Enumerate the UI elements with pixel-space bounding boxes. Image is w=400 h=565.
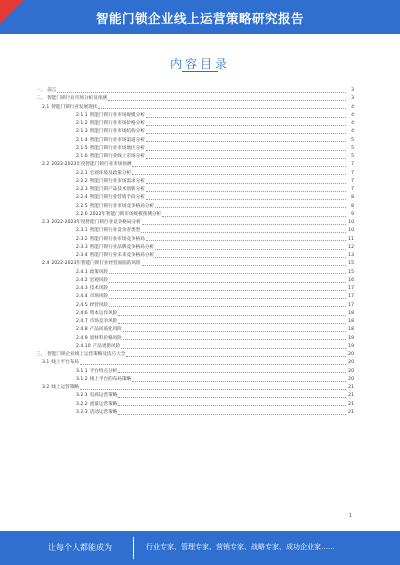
toc-entry[interactable] [36,368,354,376]
toc-dot-leader [146,199,346,200]
toc-entry-label: 智能门锁行业发展现状 [51,104,98,110]
toc-entry[interactable] [36,252,354,260]
toc-entry-number: 一、 [36,88,46,93]
toc-dot-leader [126,356,346,357]
toc-dot-leader [118,405,346,406]
toc-entry[interactable] [36,145,354,153]
toc-entry-number: 2.4.8 [76,327,88,333]
toc-entry[interactable] [36,384,354,392]
toc-entry[interactable] [36,277,354,285]
toc-dot-leader [109,273,346,274]
toc-dot-leader [118,315,346,316]
toc-entry-page: 16 [348,277,354,283]
toc-entry-label: 资本运作风险 [89,310,118,316]
toc-entry-page: 18 [348,319,354,324]
toc-entry-label: 政策风险 [89,269,109,275]
toc-entry-label: 市场风险 [89,294,109,300]
report-header-banner [0,0,400,34]
toc-entry-label: 智能门锁行业市场结构分析 [89,129,145,135]
toc-entry[interactable] [36,376,354,384]
toc-entry-label: 市场竞争风险 [89,319,118,324]
toc-entry-number: 2.3.1 [76,228,88,234]
toc-entry-page: 17 [348,294,354,300]
toc-entry-page: 19 [348,335,354,341]
toc-entry-number: 2.2.4 [76,195,88,201]
toc-dot-leader [146,191,346,192]
toc-entry[interactable] [36,137,354,145]
toc-dot-leader [155,249,346,250]
toc-dot-leader [132,381,346,382]
toc-entry-page: 17 [348,286,354,291]
toc-dot-leader [146,150,346,151]
toc-entry-label: 宏观风险 [89,277,109,283]
toc-entry-number: 2.4.9 [76,335,88,341]
toc-entry-number: 2.2 [42,162,50,168]
toc-entry[interactable] [36,95,354,103]
toc-entry-number: 3.1.2 [76,376,88,382]
toc-entry-number: 2.4.3 [76,286,88,291]
toc-entry-page: 15 [348,261,354,267]
toc-entry-number: 二、 [36,96,46,102]
toc-dot-leader [80,364,346,365]
toc-entry-page: 4 [351,121,354,126]
toc-entry-page: 8 [351,203,354,209]
toc-entry-page: 4 [351,129,354,135]
toc-entry[interactable] [36,219,354,227]
footer-banner [0,531,400,565]
toc-entry-label: 智能门锁产品技术创新分析 [89,187,145,192]
toc-entry-page: 20 [348,368,354,374]
toc-entry[interactable] [36,244,354,252]
toc-entry-page: 7 [351,187,354,192]
toc-entry-number: 2.4.1 [76,269,88,275]
toc-entry-number: 2.2.6 [76,211,88,217]
toc-dot-leader [57,92,346,93]
toc-entry-number: 2.1.6 [76,154,88,159]
toc-entry-page: 5 [351,154,354,159]
toc-entry-label: 智能门锁行业营销手段分析 [89,195,145,201]
toc-entry-page: 5 [351,137,354,143]
toc-entry-page: 12 [348,244,354,250]
toc-dot-leader [118,323,346,324]
toc-dot-leader [118,397,346,398]
toc-entry-label: 平台特点分析 [89,368,118,374]
toc-entry-label: 智能门锁行业市场分析及预测 [47,96,107,102]
toc-entry-page: 7 [351,162,354,168]
toc-entry-label: 智能门锁行业市场规模分析 [89,112,145,118]
toc-entry[interactable] [36,302,354,310]
toc-entry-number: 2.1.3 [76,129,88,135]
toc-entry-number: 3.2 [42,385,50,390]
toc-entry-page: 3 [351,88,354,93]
toc-entry-label: 智能门锁行业市场地区分析 [89,145,145,151]
toc-entry-label: 智能门锁行业品牌竞争格局分析 [89,244,155,250]
toc-dot-leader [132,166,346,167]
toc-entry-label: 前言 [47,88,57,93]
toc-dot-leader [109,298,346,299]
toc-entry-page: 10 [348,228,354,234]
toc-dot-leader [123,331,346,332]
toc-entry-page: 21 [348,385,354,390]
toc-dot-leader [141,232,346,233]
toc-dot-leader [155,257,346,258]
toc-entry-page: 15 [348,269,354,275]
toc-entry-label: 智能门锁行业市场竞争格局 [89,236,145,242]
toc-dot-leader [109,306,346,307]
toc-entry-label: 智能门锁行业市场竞争格局分析 [89,203,155,209]
toc-entry-label: 2022-2023年度智能门锁行业市场预测 [51,162,132,168]
toc-entry[interactable] [36,326,354,334]
toc-entry-number: 2.4.10 [76,343,91,349]
toc-dot-leader [146,141,346,142]
toc-entry-label: 2022-2023年度智能门锁行业竞争格局分析 [51,220,141,225]
toc-entry-number: 3.2.1 [76,393,88,399]
toc-entry[interactable] [36,227,354,235]
toc-entry-page: 21 [348,401,354,407]
toc-entry[interactable] [36,211,354,219]
toc-dot-leader [109,282,346,283]
toc-dot-leader [142,224,346,225]
toc-entry-number: 2.2.2 [76,178,88,184]
toc-entry[interactable] [36,343,354,351]
toc-entry[interactable] [36,161,354,169]
toc-dot-leader [146,117,346,118]
toc-entry[interactable] [36,178,354,186]
toc-entry-label: 智能门锁行业竞争者类型 [89,228,141,234]
toc-entry-page: 20 [348,360,354,366]
toc-entry-number: 2.3.2 [76,236,88,242]
toc-entry-number: 3.2.3 [76,409,88,415]
toc-entry-number: 2.1.2 [76,121,88,126]
toc-entry[interactable] [36,409,354,417]
toc-entry-page: 11 [348,236,354,242]
footer-divider [133,537,134,559]
toc-entry-label: 线上平台的布局策略 [89,376,132,382]
toc-title-underline [182,71,218,72]
toc-entry[interactable] [36,87,354,95]
toc-entry-label: 线上运营策略 [51,385,79,390]
toc-entry[interactable] [36,285,354,293]
toc-entry-number: 3.1 [42,360,50,366]
toc-entry[interactable] [36,186,354,194]
toc-entry-page: 17 [348,302,354,308]
report-title: 智能门锁企业线上运营策略研究报告 [95,11,304,26]
toc-entry[interactable] [36,194,354,202]
toc-entry-page: 5 [351,145,354,151]
toc-entry-label: 2022年智能门锁市场规模预测分析 [89,211,162,217]
toc-entry[interactable] [36,318,354,326]
toc-entry-number: 2.2.1 [76,170,88,176]
toc-entry[interactable] [36,293,354,301]
toc-entry[interactable] [36,392,354,400]
toc-entry-page: 3 [351,96,354,102]
toc-entry[interactable] [36,203,354,211]
toc-entry-label: 智能门锁行业市场需求分析 [89,178,145,184]
toc-entry-page: 8 [351,195,354,201]
toc-entry-label: 智能门锁行业未来竞争格局分析 [89,253,155,258]
toc-entry[interactable] [36,310,354,318]
toc-entry[interactable] [36,153,354,161]
toc-entry[interactable] [36,128,354,136]
toc-entry[interactable] [36,401,354,409]
toc-entry-number: 2.4.7 [76,319,88,324]
toc-entry-number: 2.4 [42,261,50,267]
toc-entry[interactable] [36,359,354,367]
toc-dot-leader [98,108,346,109]
toc-entry-number: 2.2.5 [76,203,88,209]
toc-dot-leader [118,414,346,415]
toc-entry[interactable] [36,120,354,128]
toc-entry[interactable] [36,335,354,343]
toc-dot-leader [132,174,346,175]
footer-slogan: 让每个人都能成为 [48,543,112,552]
toc-entry-label: 产品同质化风险 [89,327,122,333]
toc-entry[interactable] [36,269,354,277]
toc-dot-leader [162,216,346,217]
toc-entry-page: 10 [348,220,354,225]
toc-entry-number: 2.1.5 [76,145,88,151]
toc-entry-label: 经营风险 [89,302,109,308]
page-number: 1 [348,513,352,519]
toc-entry[interactable] [36,260,354,268]
toc-dot-leader [123,339,346,340]
toc-entry-number: 2.4.6 [76,310,88,316]
toc-entry-number: 2.4.4 [76,294,88,300]
toc-dot-leader [80,389,346,390]
toc-dot-leader [146,183,346,184]
toc-entry-number: 2.3.4 [76,253,88,258]
toc-entry-number: 2.1 [42,104,50,110]
toc-entry-label: 智能门锁行业市场渠道分析 [89,137,145,143]
toc-entry-number: 2.2.3 [76,187,88,192]
toc-entry-number: 3.2.2 [76,401,88,407]
toc-entry-page: 19 [348,343,354,349]
toc-entry-page: 4 [351,112,354,118]
toc-entry-page: 4 [351,104,354,110]
toc-entry-number: 2.4.2 [76,277,88,283]
toc-dot-leader [118,372,346,373]
toc-entry-number: 2.3 [42,220,50,225]
toc-dot-leader [109,290,346,291]
toc-entry-number: 3.1.1 [76,368,88,374]
toc-entry-page: 18 [348,327,354,333]
toc-entry-label: 智能门锁行业市场价格分析 [89,121,145,126]
toc-entry-label: 技术风险 [89,286,109,291]
toc-entry-page: 7 [351,170,354,176]
toc-dot-leader [142,265,346,266]
toc-entry-number: 三、 [36,352,46,357]
toc-entry-number: 2.4.5 [76,302,88,308]
toc-entry-page: 7 [351,178,354,184]
toc-dot-leader [121,348,346,349]
footer-roles: 行业专家、管理专家、营销专家、战略专家、成功企业家…… [146,543,335,551]
toc-dot-leader [155,207,346,208]
toc-entry-label: 2022-2023年智能门锁行业经营面临的风险 [51,261,141,267]
toc-entry[interactable] [36,112,354,120]
toc-entry-label: 线上平台布局 [51,360,79,366]
toc-entry-page: 20 [348,376,354,382]
table-of-contents [36,87,354,417]
toc-entry[interactable] [36,236,354,244]
toc-entry-page: 21 [348,409,354,415]
toc-entry-number: 2.3.3 [76,244,88,250]
toc-entry-label: 智能门锁行业线上市场分析 [89,154,145,159]
toc-entry-page: 9 [351,211,354,217]
toc-title: 内容目录 [169,57,230,71]
toc-entry[interactable] [36,351,354,359]
toc-entry-label: 原材料价格风险 [89,335,122,341]
toc-entry-label: 智能门锁企业线上运营策略及技巧大全 [47,352,126,357]
toc-entry-number: 2.1.4 [76,137,88,143]
toc-dot-leader [108,100,346,101]
toc-entry-label: 电商运营策略 [89,393,118,399]
toc-entry-page: 18 [348,310,354,316]
toc-dot-leader [146,240,346,241]
toc-entry-page: 21 [348,393,354,399]
toc-entry-label: 宏观环境及政策分析 [89,170,132,176]
toc-dot-leader [146,133,346,134]
toc-entry-page: 20 [348,352,354,357]
toc-entry-label: 产品更新风险 [92,343,121,349]
toc-entry-label: 流量运营策略 [89,401,118,407]
toc-entry-number: 2.1.1 [76,112,88,118]
toc-dot-leader [146,158,346,159]
toc-entry-page: 13 [348,253,354,258]
toc-entry-label: 活动运营策略 [89,409,118,415]
toc-entry[interactable] [36,170,354,178]
toc-entry[interactable] [36,104,354,112]
toc-dot-leader [146,125,346,126]
